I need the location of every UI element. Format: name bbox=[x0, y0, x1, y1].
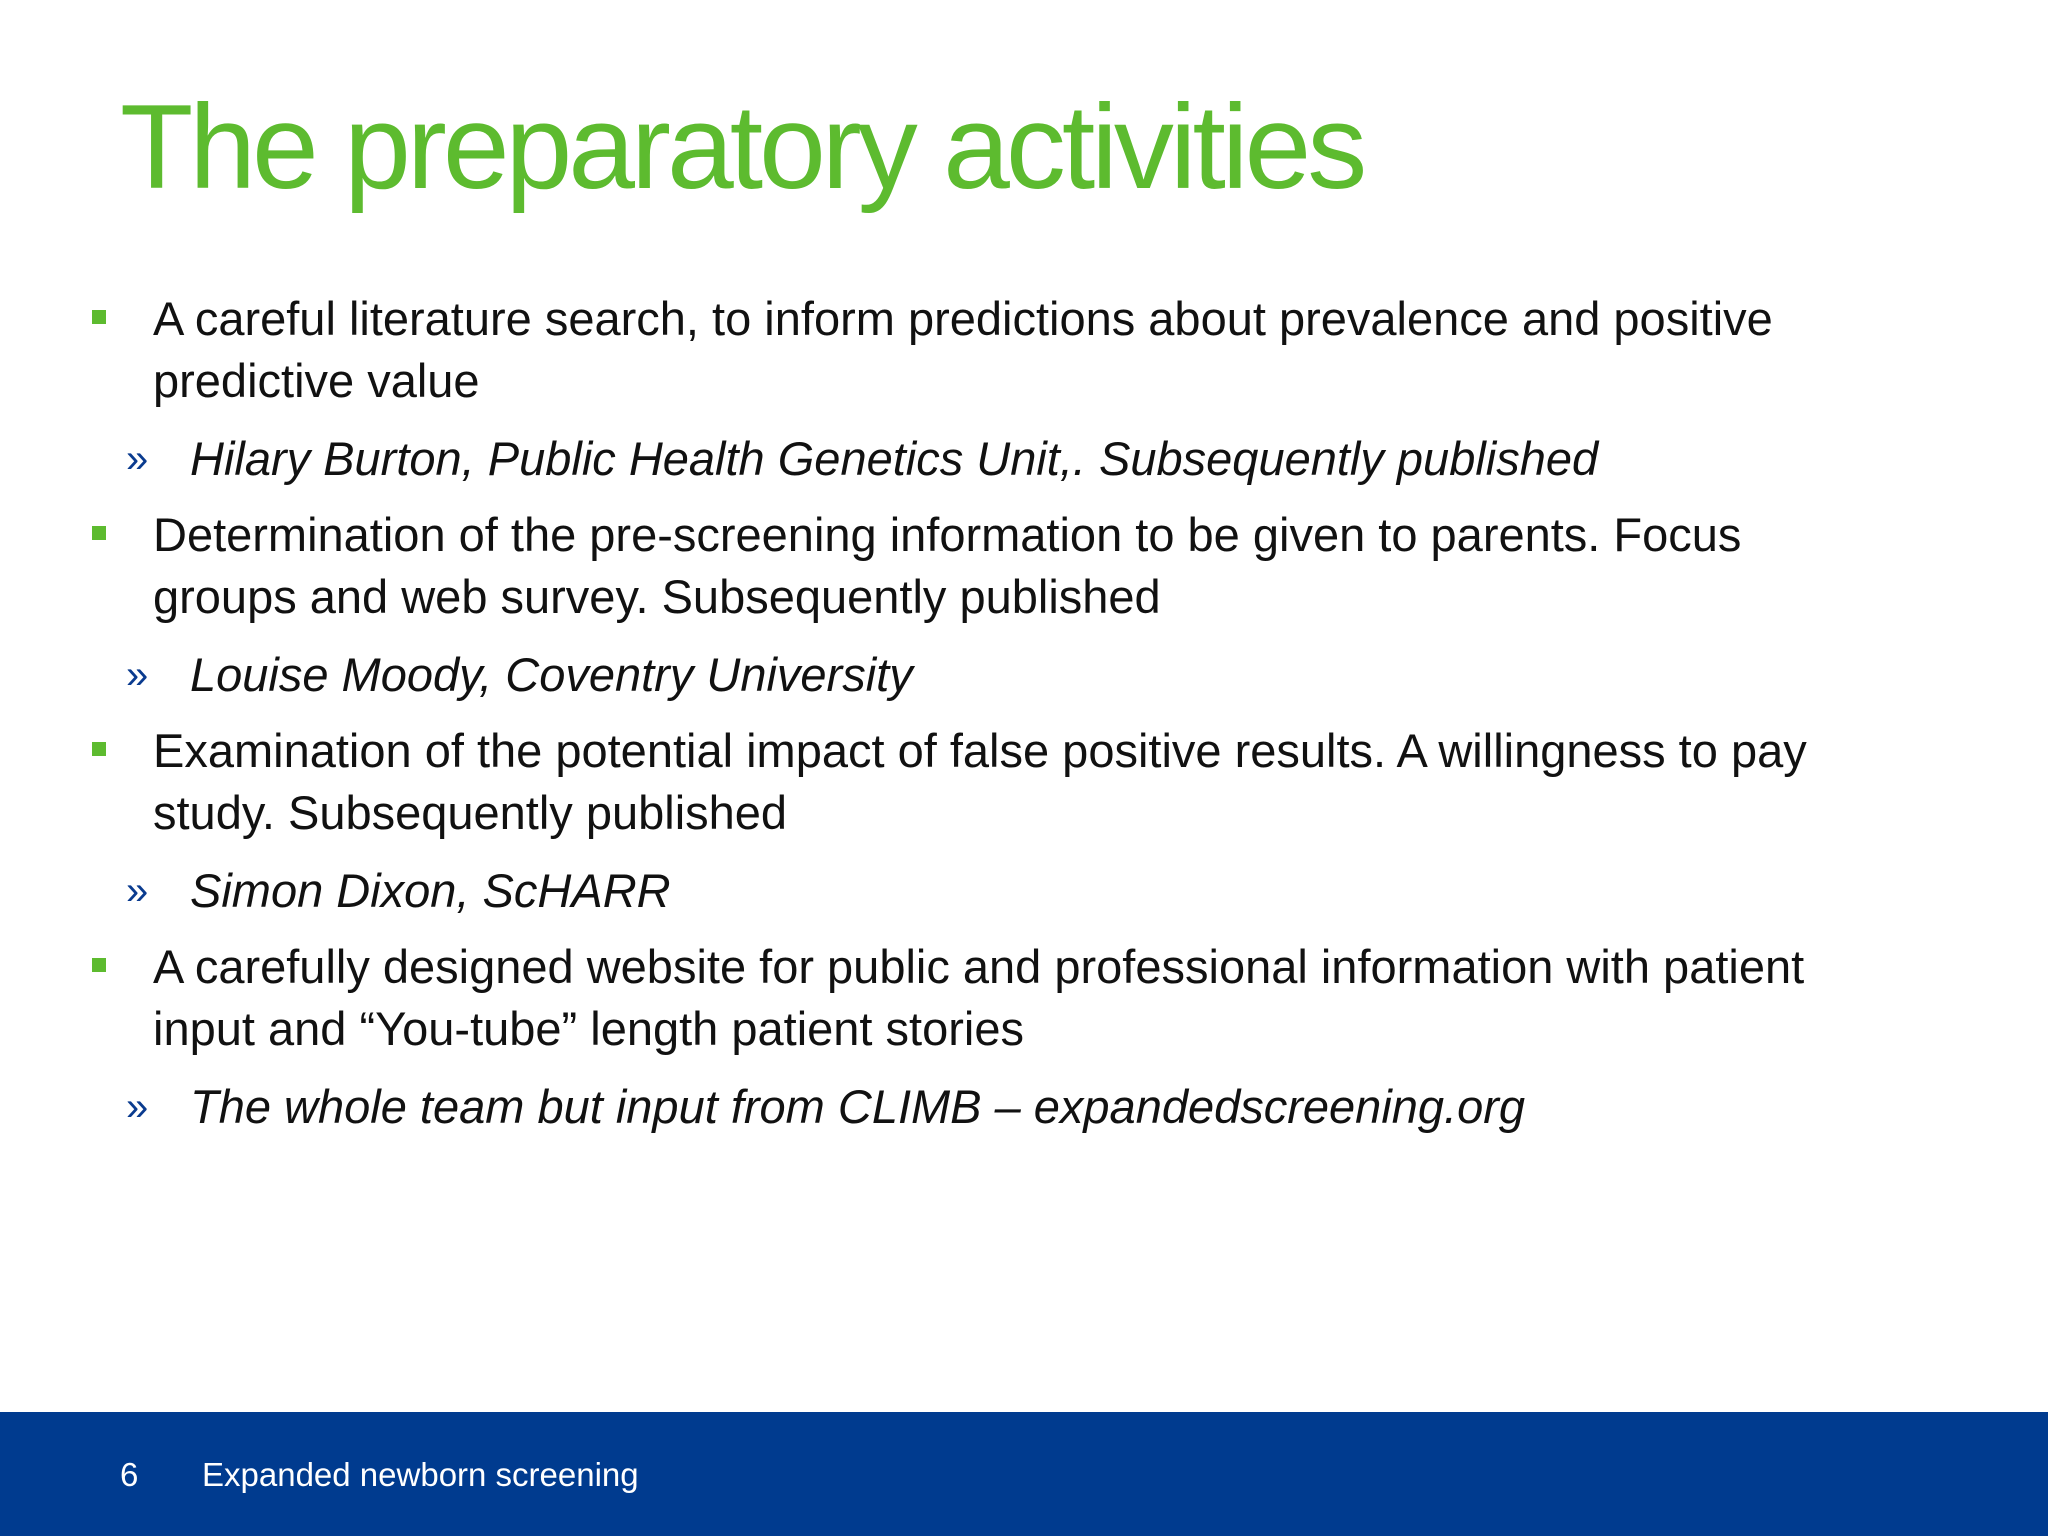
double-chevron-icon: » bbox=[126, 437, 149, 481]
bullet-text: Determination of the pre-screening information to be given to parents. Focus groups and web survey. Subsequently published bbox=[153, 508, 1742, 623]
bullet-item bbox=[0, 936, 1873, 1060]
bullet-text: A carefully designed website for public and professional information with patient input and “You-tube” length patient stories bbox=[153, 940, 1805, 1055]
bullet-text: Examination of the potential impact of false positive results. A willingness to pay study. Subsequently published bbox=[153, 724, 1807, 839]
square-bullet-icon bbox=[92, 742, 106, 756]
bullet-item bbox=[0, 720, 1873, 844]
footer-bar bbox=[0, 1412, 2048, 1536]
sub-item bbox=[0, 428, 1910, 490]
bullet-item bbox=[0, 288, 1873, 412]
sub-item-text: Hilary Burton, Public Health Genetics Unit,. Subsequently published bbox=[190, 432, 1599, 485]
sub-item bbox=[0, 860, 1910, 922]
sub-item-text: Louise Moody, Coventry University bbox=[190, 648, 913, 701]
bullet-text: A careful literature search, to inform predictions about prevalence and positive predictive value bbox=[153, 292, 1773, 407]
bullet-list bbox=[0, 288, 2048, 1152]
double-chevron-icon: » bbox=[126, 869, 149, 913]
sub-item bbox=[0, 1076, 1910, 1138]
square-bullet-icon bbox=[92, 958, 106, 972]
bullet-item bbox=[0, 504, 1873, 628]
slide-title: The preparatory activities bbox=[120, 80, 1364, 214]
slide-number: 6 bbox=[120, 1456, 139, 1493]
footer-title: Expanded newborn screening bbox=[202, 1456, 639, 1493]
square-bullet-icon bbox=[92, 526, 106, 540]
double-chevron-icon: » bbox=[126, 653, 149, 697]
sub-item bbox=[0, 644, 1910, 706]
sub-item-text: Simon Dixon, ScHARR bbox=[190, 864, 671, 917]
double-chevron-icon: » bbox=[126, 1085, 149, 1129]
square-bullet-icon bbox=[92, 310, 106, 324]
sub-item-text: The whole team but input from CLIMB – expandedscreening.org bbox=[190, 1080, 1526, 1133]
